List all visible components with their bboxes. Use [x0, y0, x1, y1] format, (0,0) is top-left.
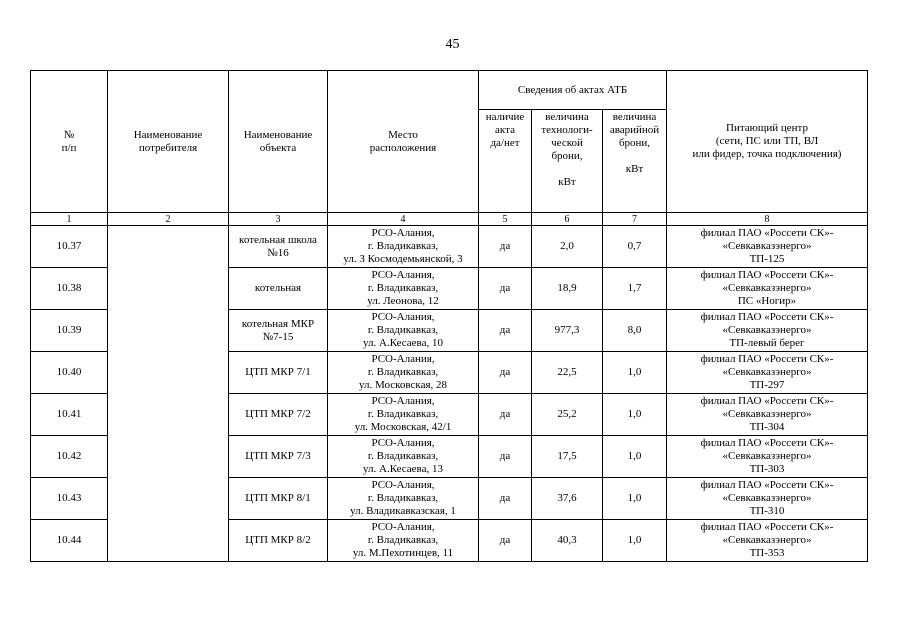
row-object: ЦТП МКР 7/1: [229, 352, 328, 394]
row-num: 10.39: [31, 310, 108, 352]
column-number: 6: [532, 213, 603, 226]
header-location: Место расположения: [328, 71, 479, 213]
header-act: наличие акта да/нет: [479, 110, 532, 213]
row-location: РСО-Алания, г. Владикавказ, ул. Московская, 28: [328, 352, 479, 394]
row-emergency-reserve: 1,7: [603, 268, 667, 310]
row-tech-reserve: 18,9: [532, 268, 603, 310]
header-object: Наименование объекта: [229, 71, 328, 213]
row-emergency-reserve: 0,7: [603, 226, 667, 268]
row-object: ЦТП МКР 7/2: [229, 394, 328, 436]
row-supply-center: филиал ПАО «Россети СК»- «Севкавказэнерго» ПС «Ногир»: [667, 268, 868, 310]
column-number: 5: [479, 213, 532, 226]
column-numbers-row: [31, 213, 868, 226]
row-tech-reserve: 22,5: [532, 352, 603, 394]
row-act: да: [479, 394, 532, 436]
row-emergency-reserve: 1,0: [603, 436, 667, 478]
row-tech-reserve: 977,3: [532, 310, 603, 352]
row-emergency-reserve: 8,0: [603, 310, 667, 352]
row-supply-center: филиал ПАО «Россети СК»- «Севкавказэнерго» ТП-левый берег: [667, 310, 868, 352]
row-emergency-reserve: 1,0: [603, 394, 667, 436]
row-supply-center: филиал ПАО «Россети СК»- «Севкавказэнерго» ТП-310: [667, 478, 868, 520]
row-emergency-reserve: 1,0: [603, 352, 667, 394]
header-tech-reserve: величина технологи- ческой брони, кВт: [532, 110, 603, 213]
row-location: РСО-Алания, г. Владикавказ, ул. З Космодемьянской, 3: [328, 226, 479, 268]
row-num: 10.43: [31, 478, 108, 520]
column-number: 7: [603, 213, 667, 226]
row-num: 10.40: [31, 352, 108, 394]
row-object: ЦТП МКР 8/2: [229, 520, 328, 562]
row-num: 10.41: [31, 394, 108, 436]
row-act: да: [479, 310, 532, 352]
row-num: 10.37: [31, 226, 108, 268]
row-act: да: [479, 436, 532, 478]
column-number: 4: [328, 213, 479, 226]
row-emergency-reserve: 1,0: [603, 520, 667, 562]
header-consumer: Наименование потребителя: [108, 71, 229, 213]
row-tech-reserve: 25,2: [532, 394, 603, 436]
row-object: ЦТП МКР 7/3: [229, 436, 328, 478]
row-location: РСО-Алания, г. Владикавказ, ул. М.Пехотинцев, 11: [328, 520, 479, 562]
row-tech-reserve: 37,6: [532, 478, 603, 520]
row-act: да: [479, 268, 532, 310]
row-object: котельная школа №16: [229, 226, 328, 268]
row-object: ЦТП МКР 8/1: [229, 478, 328, 520]
row-num: 10.44: [31, 520, 108, 562]
row-act: да: [479, 352, 532, 394]
header-emergency-reserve: величина аварийной брони, кВт: [603, 110, 667, 213]
row-supply-center: филиал ПАО «Россети СК»- «Севкавказэнерго» ТП-353: [667, 520, 868, 562]
row-location: РСО-Алания, г. Владикавказ, ул. Владикавказская, 1: [328, 478, 479, 520]
row-emergency-reserve: 1,0: [603, 478, 667, 520]
row-supply-center: филиал ПАО «Россети СК»- «Севкавказэнерго» ТП-297: [667, 352, 868, 394]
row-location: РСО-Алания, г. Владикавказ, ул. Московская, 42/1: [328, 394, 479, 436]
row-location: РСО-Алания, г. Владикавказ, ул. А.Кесаева, 13: [328, 436, 479, 478]
row-act: да: [479, 478, 532, 520]
header-atb-group: Сведения об актах АТБ: [479, 71, 667, 110]
row-tech-reserve: 17,5: [532, 436, 603, 478]
row-num: 10.38: [31, 268, 108, 310]
row-tech-reserve: 2,0: [532, 226, 603, 268]
page-number: 45: [445, 37, 460, 52]
row-act: да: [479, 226, 532, 268]
header-supply-center: Питающий центр (сети, ПС или ТП, ВЛ или фидер, точка подключения): [667, 71, 868, 213]
column-number: 3: [229, 213, 328, 226]
atb-table: [30, 70, 868, 562]
row-num: 10.42: [31, 436, 108, 478]
table-row: [31, 226, 868, 268]
row-supply-center: филиал ПАО «Россети СК»- «Севкавказэнерго» ТП-303: [667, 436, 868, 478]
row-object: котельная: [229, 268, 328, 310]
consumer-cell: [108, 226, 229, 562]
header-num: № п/п: [31, 71, 108, 213]
column-number: 1: [31, 213, 108, 226]
row-location: РСО-Алания, г. Владикавказ, ул. Леонова, 12: [328, 268, 479, 310]
row-object: котельная МКР №7-15: [229, 310, 328, 352]
column-number: 2: [108, 213, 229, 226]
row-tech-reserve: 40,3: [532, 520, 603, 562]
row-supply-center: филиал ПАО «Россети СК»- «Севкавказэнерго» ТП-125: [667, 226, 868, 268]
row-supply-center: филиал ПАО «Россети СК»- «Севкавказэнерго» ТП-304: [667, 394, 868, 436]
column-number: 8: [667, 213, 868, 226]
row-location: РСО-Алания, г. Владикавказ, ул. А.Кесаева, 10: [328, 310, 479, 352]
row-act: да: [479, 520, 532, 562]
